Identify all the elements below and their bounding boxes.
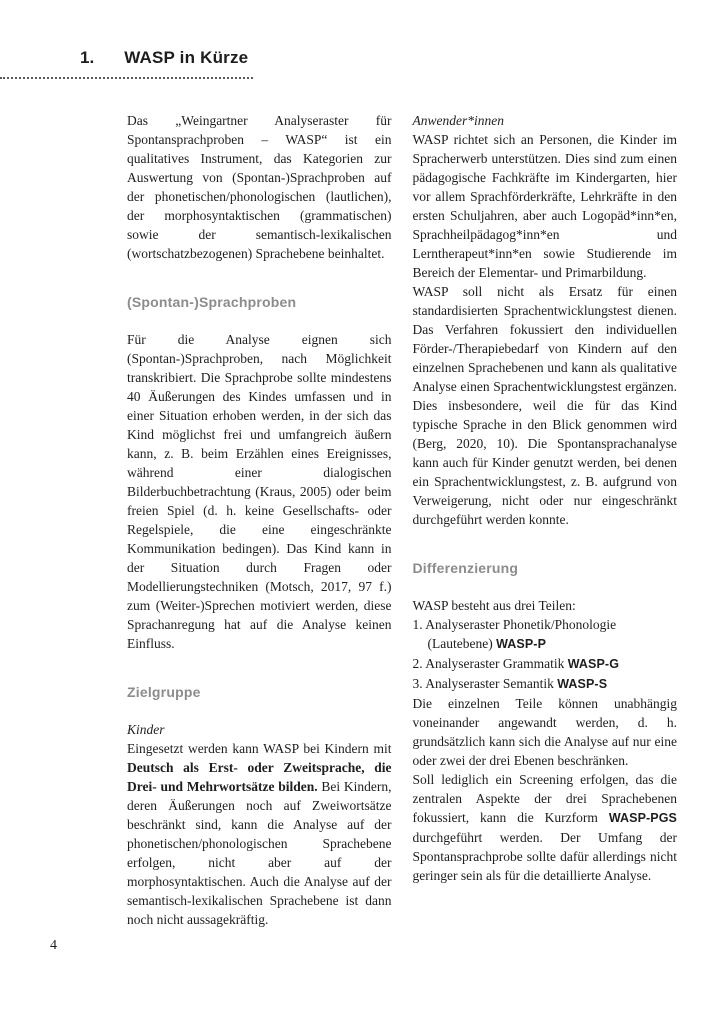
list-item-wasp-g	[413, 654, 678, 674]
subheading-kinder: Kinder	[127, 722, 165, 737]
chapter-title-row	[0, 48, 713, 68]
sprachproben-paragraph: Für die Analyse eignen sich (Spontan-)Sprachproben, nach Möglichkeit transkribiert. Die Sprachprobe sollte mindestens 40 Äußerungen des Kindes umfassen und in einer Situation erhoben werden, in der sich das Kind möglichst frei und umfangreich äußern kann, z. B. beim Erzählen eines Ereignisses, während einer dialogischen Bilderbuchbetrachtung (Kraus, 2005) oder beim freien Spiel (d. h. keine Gesellschafts- oder Regelspiele, die eine eingeschränkte Kommunikation bedingen). Das Kind kann in der Situation durch Fragen oder Modellierungstechniken (Motsch, 2017, 97 f.) zum (Weiter-)Sprechen motiviert werden, diese Sprachanregung hat auf die Analyse keinen Einfluss.	[127, 332, 392, 651]
text-segment: 2. Analyseraster Grammatik	[412, 656, 568, 671]
text-segment: 3. Analyseraster Semantik	[412, 676, 558, 691]
text-segment: Soll lediglich ein Screening erfolgen, das die zentralen Aspekte der drei Sprachebenen fokussiert, kann die Kurzform	[412, 772, 677, 825]
section-heading-sprachproben: (Spontan-)Sprachproben	[127, 294, 297, 310]
page-title: WASP in Kürze	[124, 48, 249, 67]
chapter-number: 1.	[80, 48, 95, 67]
intro-paragraph: Das „Weingartner Analyseraster für Spontansprachproben – WASP“ ist ein qualitatives Instrument, das Kategorien zur Auswertung von (Spontan-)Sprachproben auf der phonetischen/phonologischen (lautlichen), der morphosyntaktischen (grammatischen) sowie der semantisch-lexikalischen (wortschatzbezogenen) Sprachebene beinhaltet.	[127, 113, 392, 261]
teile-list	[413, 615, 678, 694]
wasp-pgs-label: WASP-PGS	[608, 811, 677, 825]
text-segment: Bei Kindern, deren Äußerungen noch auf Zweiwortsätze beschränkt sind, kann die Analyse auf der phonetischen/phonologischen Sprachebene erfolgen, nicht aber auf der morphosyntaktischen. Auch die Analyse auf der semantisch-lexikalischen Sprachebene ist dann noch nicht aussagekräftig.	[127, 779, 392, 927]
text-segment: durchgeführt werden. Der Umfang der Spontansprachprobe sollte dafür allerdings nicht geringer sein als für die detaillierte Analyse.	[412, 830, 677, 883]
chapter-header	[0, 0, 713, 79]
screening-paragraph	[413, 770, 678, 885]
anwender-paragraph-1: WASP richtet sich an Personen, die Kinder im Spracherwerb unterstützen. Dies sind zum einen pädagogische Fachkräfte im Kindergarten, hier vor allem Sprachförderkräfte, Lehrkräfte in den ersten Schuljahren, aber auch Logopäd*inn*en, Sprachheilpädagog*inn*en und Lerntherapeut*inn*en sowie Studierende im Bereich der Elementar- und Primarbildung.	[412, 132, 677, 280]
section-heading-differenzierung: Differenzierung	[412, 560, 519, 576]
wasp-s-label: WASP-S	[557, 677, 608, 691]
left-column	[127, 111, 392, 929]
right-column	[413, 111, 678, 929]
teile-paragraph: Die einzelnen Teile können unabhängig voneinander angewandt werden, d. h. grundsätzlich kann sich die Analyse auf nur eine oder zwei der drei Ebenen beschränken.	[412, 696, 677, 768]
wasp-p-label: WASP-P	[496, 637, 547, 651]
teile-intro: WASP besteht aus drei Teilen:	[412, 598, 576, 613]
list-item-wasp-s	[413, 674, 678, 694]
anwender-paragraph-2: WASP soll nicht als Ersatz für einen standardisierten Sprachentwicklungstest dienen. Das Verfahren fokussiert den individuellen Förder-/Therapiebedarf von Kindern auf den einzelnen Sprachebenen und kann als qualitative Analyse einen Sprachentwicklungstest ergänzen. Dies insbesondere, weil die für das Kind typische Sprache in den Blick genommen wird (Berg, 2020, 10). Die Spontansprachanalyse kann auch für Kinder genutzt werden, bei denen ein Sprachentwicklungstest, z. B. aufgrund von Verweigerung, nicht oder nur eingeschränkt durchgeführt werden konnte.	[412, 284, 677, 527]
text-segment: Eingesetzt werden kann WASP bei Kindern mit	[127, 741, 392, 756]
subheading-anwender: Anwender*innen	[412, 113, 504, 128]
text-segment: 1. Analyseraster Phonetik/Phonologie (Lautebene)	[412, 617, 617, 651]
kinder-paragraph	[127, 739, 392, 929]
bold-text-segment: Deutsch als Erst- oder Zweitsprache, die Drei- und Mehrwortsätze bilden.	[127, 760, 392, 794]
two-column-body	[0, 79, 713, 929]
list-item-wasp-p	[413, 615, 678, 654]
wasp-g-label: WASP-G	[567, 657, 620, 671]
section-heading-zielgruppe: Zielgruppe	[127, 684, 201, 700]
page-number: 4	[50, 938, 57, 953]
